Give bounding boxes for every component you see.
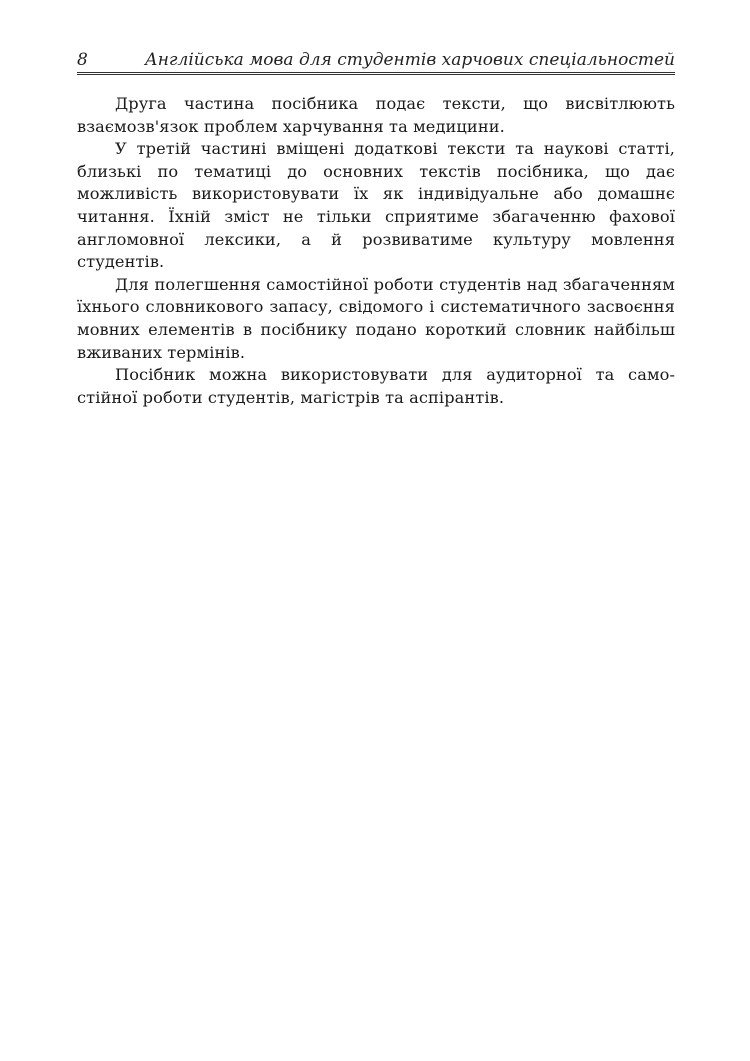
paragraph: Для полегшення самостійної роботи студентів над збагаченням їхнього словникового запасу, свідомого і систематичного засвоєння мовних елементів в посібнику подано короткий словник найбільш вживаних термінів. — [77, 274, 675, 362]
body-text — [77, 93, 675, 409]
paragraph: Посібник можна використовувати для аудиторної та самостійної роботи студентів, магістрів та аспірантів. — [77, 365, 675, 407]
paragraph: У третій частині вміщені додаткові тексти та наукові статті, близькі по тематиці до основних текстів посібника, що дає можливість використовувати їх як індивідуальне або домашнє читання. Їхній зміст не тільки сприятиме збагаченню фахової англомовної лексики, а й розвиватиме культуру мовлення студентів. — [77, 139, 675, 272]
running-title: Англійська мова для студентів харчових спеціальностей — [144, 50, 675, 70]
header-rule — [77, 72, 675, 75]
page-number: 8 — [77, 50, 88, 70]
running-header — [77, 44, 675, 70]
paragraph: Друга частина посібника подає тексти, що висвітлюють взаємозв'язок проблем харчування та медицини. — [77, 94, 675, 136]
